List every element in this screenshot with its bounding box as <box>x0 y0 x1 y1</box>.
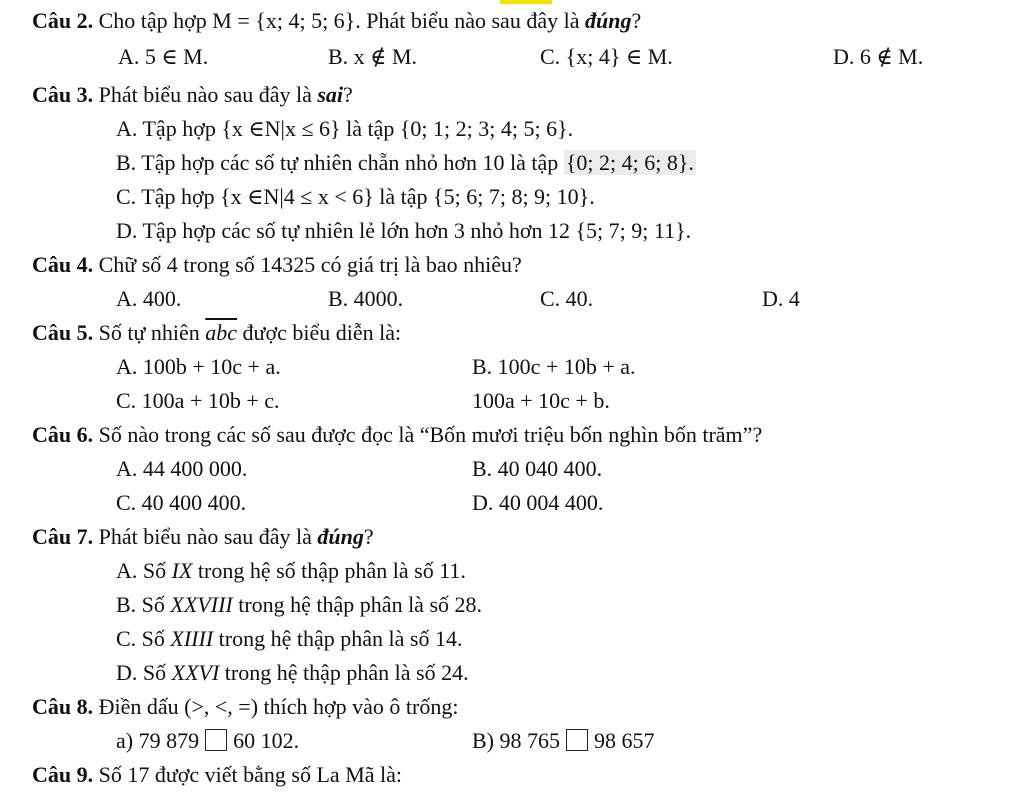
question-7 <box>32 522 374 552</box>
option-c: C. 40 400 400. <box>116 490 247 515</box>
question-2 <box>32 6 641 36</box>
question-text-end: được biểu diễn là: <box>237 320 402 345</box>
question-emphasis: sai <box>317 82 344 107</box>
question-label: Câu 6. <box>32 422 94 447</box>
option-d-suffix: trong hệ thập phân là số 24. <box>219 660 469 685</box>
option-c: C. Tập hợp {x ∈N|4 ≤ x < 6} là tập {5; 6; 7; 8; 9; 10}. <box>116 184 595 209</box>
option-c: C. {x; 4} ∈ M. <box>540 44 673 69</box>
question-text: Chữ số 4 trong số 14325 có giá trị là bao nhiêu? <box>93 252 522 277</box>
q6-options-row1 <box>0 454 1024 484</box>
question-3 <box>32 80 353 110</box>
option-a <box>116 556 466 586</box>
question-label: Câu 5. <box>32 320 94 345</box>
question-5 <box>32 318 401 348</box>
question-label: Câu 3. <box>32 82 94 107</box>
option-a: A. Tập hợp {x ∈N|x ≤ 6} là tập {0; 1; 2; 3; 4; 5; 6}. <box>116 116 574 141</box>
option-a: A. 44 400 000. <box>116 456 248 481</box>
roman-numeral: XXVI <box>171 660 220 685</box>
item-b <box>472 726 655 756</box>
option-d <box>116 658 469 688</box>
option-b: B. 4000. <box>328 286 404 311</box>
option-a: A. 5 ∈ M. <box>118 44 209 69</box>
answer-box[interactable] <box>205 729 227 751</box>
option-c: C. 40. <box>540 286 594 311</box>
question-emphasis: đúng <box>584 8 632 33</box>
top-highlight-mark <box>500 0 552 4</box>
option-b <box>116 590 482 620</box>
highlighted-set: {0; 2; 4; 6; 8}. <box>565 150 694 175</box>
question-8 <box>32 692 458 722</box>
question-label: Câu 8. <box>32 694 94 719</box>
item-b-right: 98 657 <box>594 728 655 753</box>
item-a-right: 60 102. <box>233 728 300 753</box>
question-text: Số tự nhiên <box>93 320 206 345</box>
q5-options-row1 <box>0 352 1024 382</box>
option-a-suffix: trong hệ số thập phân là số 11. <box>192 558 466 583</box>
question-9 <box>32 760 402 790</box>
question-label: Câu 7. <box>32 524 94 549</box>
q5-options-row2 <box>0 386 1024 416</box>
option-a-prefix: A. Số <box>116 558 172 583</box>
question-6 <box>32 420 762 450</box>
question-text: Số 17 được viết bằng số La Mã là: <box>93 762 403 787</box>
option-b: B. 40 040 400. <box>472 456 603 481</box>
question-text: Cho tập hợp M = {x; 4; 5; 6}. Phát biểu nào sau đây là <box>93 8 585 33</box>
question-tail: ? <box>631 8 642 33</box>
option-c-prefix: C. Số <box>116 626 171 651</box>
q4-options <box>0 284 1024 314</box>
q8-items <box>0 726 1024 756</box>
question-label: Câu 9. <box>32 762 94 787</box>
question-text: Phát biểu nào sau đây là <box>93 82 318 107</box>
question-label: Câu 2. <box>32 8 94 33</box>
overline-number: $\overline{abc}$ <box>205 320 238 345</box>
answer-box[interactable] <box>566 729 588 751</box>
option-d-prefix: D. Số <box>116 660 172 685</box>
item-b-left: B) 98 765 <box>472 728 560 753</box>
item-a <box>116 726 299 756</box>
roman-numeral: IX <box>171 558 193 583</box>
option-d: D. 6 ∉ M. <box>833 44 924 69</box>
option-a: A. 100b + 10c + a. <box>116 354 281 379</box>
option-c <box>116 624 462 654</box>
option-b-prefix: B. Số <box>116 592 171 617</box>
roman-numeral: XXVIII <box>170 592 233 617</box>
question-tail: ? <box>363 524 374 549</box>
q2-options <box>0 42 1024 72</box>
question-text: Điền dấu (>, <, =) thích hợp vào ô trống: <box>93 694 459 719</box>
option-d: D. 40 004 400. <box>472 490 604 515</box>
option-b <box>116 148 696 178</box>
question-text: Số nào trong các số sau được đọc là “Bốn mươi triệu bốn nghìn bốn trăm”? <box>93 422 763 447</box>
item-a-left: a) 79 879 <box>116 728 200 753</box>
option-b: B. 100c + 10b + a. <box>472 354 636 379</box>
option-d: D. Tập hợp các số tự nhiên lẻ lớn hơn 3 nhỏ hơn 12 {5; 7; 9; 11}. <box>116 218 692 243</box>
option-a: A. 400. <box>116 286 182 311</box>
question-text: Phát biểu nào sau đây là <box>93 524 318 549</box>
option-c-suffix: trong hệ thập phân là số 14. <box>213 626 463 651</box>
question-4 <box>32 250 522 280</box>
option-b-suffix: trong hệ thập phân là số 28. <box>232 592 483 617</box>
option-d: 100a + 10c + b. <box>472 388 610 413</box>
q6-options-row2 <box>0 488 1024 518</box>
option-b-text: B. Tập hợp các số tự nhiên chẵn nhỏ hơn 10 là tập <box>116 150 564 175</box>
roman-numeral: XIIII <box>170 626 214 651</box>
option-d: D. 4 <box>762 286 800 311</box>
option-b: B. x ∉ M. <box>328 44 418 69</box>
question-emphasis: đúng <box>317 524 364 549</box>
question-label: Câu 4. <box>32 252 94 277</box>
question-tail: ? <box>343 82 353 107</box>
option-c: C. 100a + 10b + c. <box>116 388 280 413</box>
